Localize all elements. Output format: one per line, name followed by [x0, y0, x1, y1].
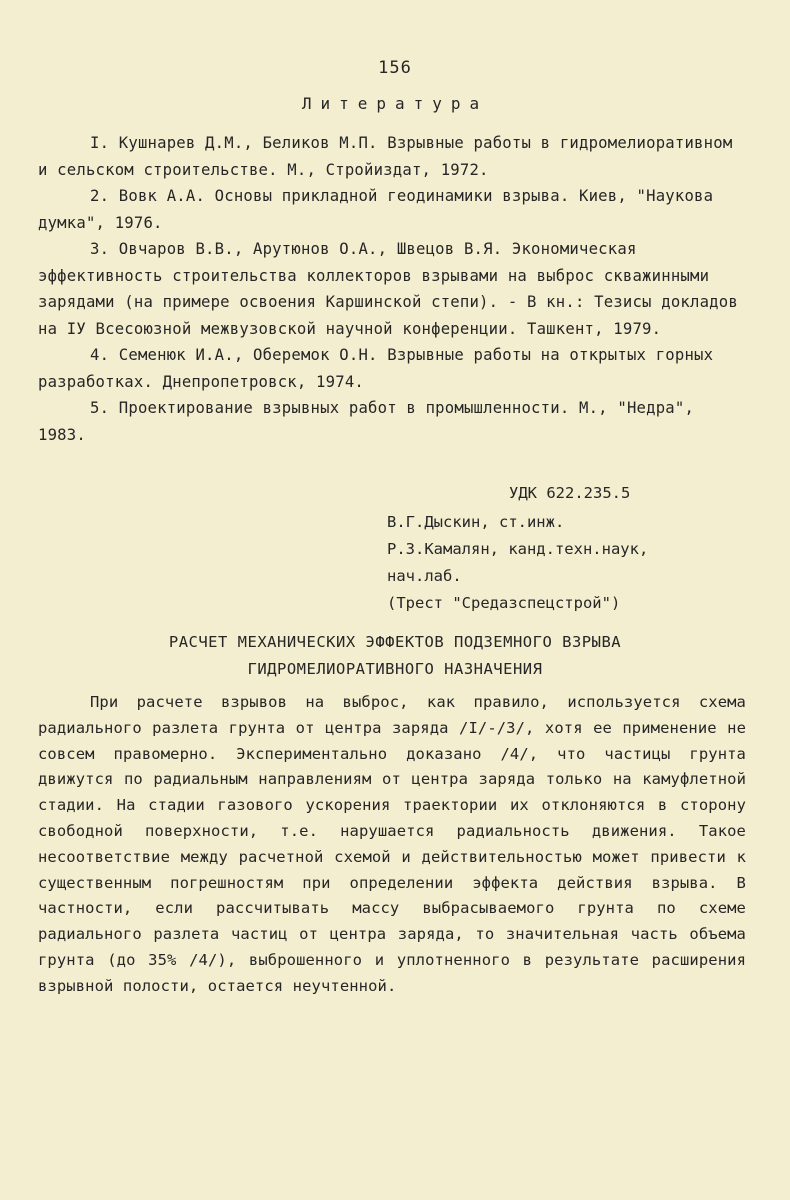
author-line: В.Г.Дыскин, ст.инж. [387, 513, 565, 531]
reference-item: 5. Проектирование взрывных работ в промышленности. М., "Недра", 1983. [38, 399, 695, 444]
udc-code: УДК 622.235.5 [509, 484, 631, 502]
author-block [387, 509, 648, 617]
page-number: 156 [378, 58, 412, 78]
reference-item: 4. Семенюк И.А., Оберемок О.Н. Взрывные работы на открытых горных разработках. Днепропетровск, 1974. [38, 346, 714, 391]
section-title: Литература [301, 94, 489, 113]
article-title [0, 629, 790, 683]
reference-list [38, 130, 738, 448]
body-paragraph: При расчете взрывов на выброс, как правило, используется схема радиального разлета грунта от центра заряда /I/-/3/, хотя ее применение не совсем правомерно. Экспериментально доказано /4/, что частицы грунта движутся по радиальным направлениям от центра заряда только на камуфлетной стадии. На стадии газового ускорения траектории их отклоняются в сторону свободной поверхности, т.е. нарушается радиальность движения. Такое несоответствие между расчетной схемой и действительностью может привести к существенным погрешностям при определении эффекта действия взрыва. В частности, если рассчитывать массу выбрасываемого грунта по схеме радиального разлета частиц от центра заряда, то значительная часть объема грунта (до 35% /4/), выброшенного и уплотненного в результате расширения взрывной полости, остается неучтенной. [38, 693, 746, 995]
author-line: Р.З.Камалян, канд.техн.наук, [387, 540, 649, 558]
reference-item: I. Кушнарев Д.М., Беликов М.П. Взрывные работы в гидромелиоративном и сельском строительстве. М., Стройиздат, 1972. [38, 134, 733, 179]
author-line: нач.лаб. [387, 567, 462, 585]
article-title-line: РАСЧЕТ МЕХАНИЧЕСКИХ ЭФФЕКТОВ ПОДЗЕМНОГО ВЗРЫВА [168, 633, 622, 651]
reference-item: 3. Овчаров В.В., Арутюнов О.А., Швецов В.Я. Экономическая эффективность строительства коллекторов взрывами на выброс скважинными зарядами (на примере освоения Каршинской степи). - В кн.: Тезисы докладов на IУ Всесоюзной межвузовской научной конференции. Ташкент, 1979. [38, 240, 738, 338]
author-affiliation: (Трест "Средазспецстрой") [387, 594, 621, 612]
reference-item: 2. Вовк А.А. Основы прикладной геодинамики взрыва. Киев, "Наукова думка", 1976. [38, 187, 714, 232]
article-title-line: ГИДРОМЕЛИОРАТИВНОГО НАЗНАЧЕНИЯ [247, 660, 543, 678]
